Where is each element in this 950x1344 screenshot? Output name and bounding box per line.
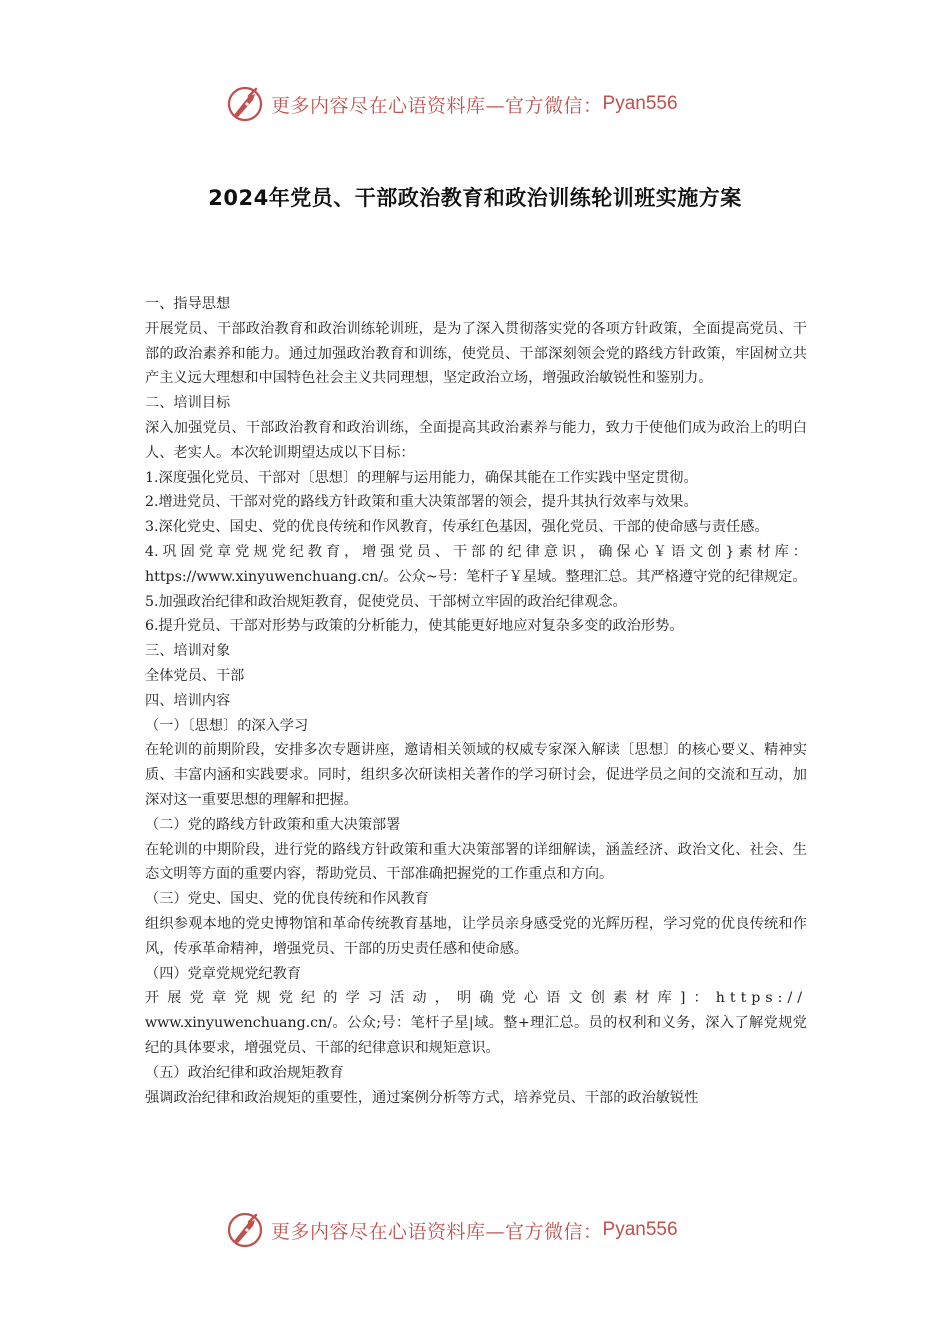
subsection-heading: （一）〔思想〕的深入学习 <box>145 717 309 734</box>
goal-item: 5.加强政治纪律和政治规矩教育，促使党员、干部树立牢固的政治纪律观念。 <box>145 593 627 610</box>
subsection-heading: （五）政治纪律和政治规矩教育 <box>145 1064 344 1081</box>
paragraph-spread-line: 开展党章党规党纪的学习活动，明确党心语文创素材库]：https:// <box>145 990 807 1007</box>
section-heading: 四、培训内容 <box>145 692 231 709</box>
document-body <box>145 292 807 1110</box>
banner-text: 更多内容尽在心语资料库—官方微信： <box>271 94 603 117</box>
section-heading: 三、培训对象 <box>145 643 231 660</box>
subsection-heading: （四）党章党规党纪教育 <box>145 965 302 982</box>
header-banner <box>225 82 678 126</box>
paragraph: 深入加强党员、干部政治教育和政治训练，全面提高其政治素养与能力，致力于使他们成为政治上的明白人、老实人。本次轮训期望达成以下目标： <box>145 419 807 461</box>
goal-item: 6.提升党员、干部对形势与政策的分析能力，使其能更好地应对复杂多变的政治形势。 <box>145 618 684 635</box>
pen-nib-logo-icon <box>225 84 265 124</box>
banner-text: 更多内容尽在心语资料库—官方微信： <box>271 1220 603 1243</box>
paragraph: 开展党员、干部政治教育和政治训练轮训班，是为了深入贯彻落实党的各项方针政策，全面提高党员、干部的政治素养和能力。通过加强政治教育和训练，使党员、干部深刻领会党的路线方针政策，牢固树立共产主义远大理想和中国特色社会主义共同理想，坚定政治立场，增强政治敏锐性和鉴别力。 <box>145 320 807 387</box>
paragraph: www.xinyuwenchuang.cn/。公众;号：笔杆子星|域。整+理汇总。员的权利和义务，深入了解党规党纪的具体要求，增强党员、干部的纪律意识和规矩意识。 <box>145 1015 807 1056</box>
paragraph: 全体党员、干部 <box>145 667 245 684</box>
subsection-heading: （二）党的路线方针政策和重大决策部署 <box>145 816 401 833</box>
document-title: 2024年党员、干部政治教育和政治训练轮训班实施方案 <box>208 186 742 210</box>
goal-item: 4.巩固党章党规党纪教育，增强党员、干部的纪律意识，确保心￥语文创}素材库：https://www.xinyuwenchuang.cn/。公众~号：笔杆子￥星域。整理汇总。其严格遵守党的纪律规定。 <box>145 543 807 585</box>
paragraph: 强调政治纪律和政治规矩的重要性，通过案例分析等方式，培养党员、干部的政治敏锐性 <box>145 1089 699 1106</box>
section-heading: 二、培训目标 <box>145 395 231 412</box>
pen-nib-logo-icon <box>225 1210 265 1250</box>
footer-banner <box>225 1208 678 1252</box>
banner-wechat-id: Pyan556 <box>602 1219 678 1240</box>
paragraph: 组织参观本地的党史博物馆和革命传统教育基地，让学员亲身感受党的光辉历程，学习党的优良传统和作风，传承革命精神，增强党员、干部的历史责任感和使命感。 <box>145 915 807 957</box>
subsection-heading: （三）党史、国史、党的优良传统和作风教育 <box>145 891 429 908</box>
goal-item: 3.深化党史、国史、党的优良传统和作风教育，传承红色基因，强化党员、干部的使命感与责任感。 <box>145 519 769 536</box>
paragraph: 在轮训的中期阶段，进行党的路线方针政策和重大决策部署的详细解读，涵盖经济、政治文化、社会、生态文明等方面的重要内容，帮助党员、干部准确把握党的工作重点和方向。 <box>145 841 807 883</box>
section-heading: 一、指导思想 <box>145 296 231 312</box>
banner-wechat-id: Pyan556 <box>602 93 678 114</box>
goal-item: 2.增进党员、干部对党的路线方针政策和重大决策部署的领会，提升其执行效率与效果。 <box>145 494 698 511</box>
goal-item: 1.深度强化党员、干部对〔思想〕的理解与运用能力，确保其能在工作实践中坚定贯彻。 <box>145 469 698 486</box>
paragraph: 在轮训的前期阶段，安排多次专题讲座，邀请相关领域的权威专家深入解读〔思想〕的核心要义、精神实质、丰富内涵和实践要求。同时，组织多次研读相关著作的学习研讨会，促进学员之间的交流和互动，加深对这一重要思想的理解和把握。 <box>145 742 807 808</box>
